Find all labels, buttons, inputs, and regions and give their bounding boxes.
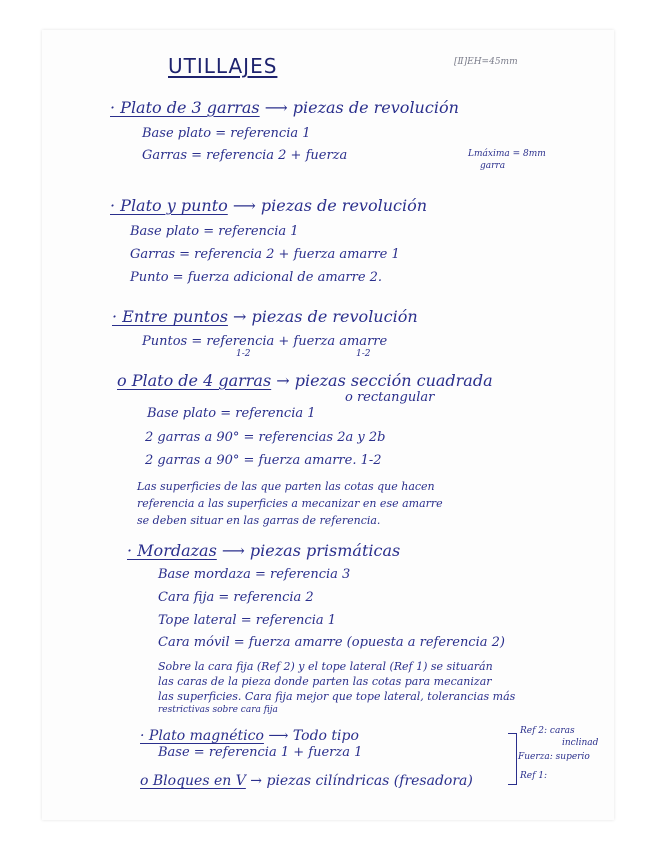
s5-line-3: Tope lateral = referencia 1 (158, 613, 337, 628)
s5-line-4: Cara móvil = fuerza amarre (opuesta a referencia 2) (158, 635, 505, 650)
s5-paragraph-3: las superficies. Cara fija mejor que tope lateral, tolerancias más (158, 690, 516, 703)
s1-arrow: ⟶ piezas de revolución (264, 98, 459, 117)
top-note: [Ⅱ]EH=45mm (454, 57, 518, 67)
s3-line: Puntos = referencia + fuerza amarre (142, 334, 388, 349)
s5-heading: · Mordazas ⟶ piezas prismáticas (127, 541, 401, 560)
s1-side-note-sub: garra (480, 161, 506, 171)
s2-line-1: Base plato = referencia 1 (130, 224, 299, 239)
s4-paragraph-2: referencia a las superficies a mecanizar en ese amarre (137, 497, 443, 510)
s1-line-1: Base plato = referencia 1 (142, 126, 311, 141)
s2-arrow: ⟶ piezas de revolución (232, 196, 428, 215)
s6-heading: · Plato magnético ⟶ Todo tipo (140, 728, 359, 744)
s3-sub-1: 1-2 (236, 349, 251, 359)
s4-arrow: → piezas sección cuadrada (276, 371, 493, 390)
s2-line-2: Garras = referencia 2 + fuerza amarre 1 (130, 247, 400, 262)
s1-side-note: Lmáxima = 8mm (468, 149, 546, 159)
s6-line: Base = referencia 1 + fuerza 1 (158, 745, 363, 760)
s2-line-3: Punto = fuerza adicional de amarre 2. (130, 270, 383, 285)
s4-paragraph-3: se deben situar en las garras de referencia. (137, 514, 381, 527)
s1-heading: · Plato de 3 garras ⟶ piezas de revolución (110, 98, 459, 117)
s7-arrow: → piezas cilíndricas (fresadora) (250, 773, 473, 789)
s7-heading: o Bloques en V → piezas cilíndricas (fresadora) (140, 773, 473, 789)
right-note-4: Ref 1: (520, 771, 548, 781)
s5-arrow: ⟶ piezas prismáticas (221, 541, 401, 560)
page-title: UTILLAJES (168, 54, 278, 78)
s4-line-2: 2 garras a 90° = referencias 2a y 2b (145, 430, 386, 445)
right-note-2: inclinad (562, 738, 599, 748)
s4-arrow-2: o rectangular (345, 390, 435, 405)
s2-heading: · Plato y punto ⟶ piezas de revolución (110, 196, 428, 215)
s5-paragraph-4: restrictivas sobre cara fija (158, 705, 278, 715)
s4-heading: o Plato de 4 garras → piezas sección cuadrada (117, 371, 493, 390)
s5-line-1: Base mordaza = referencia 3 (158, 567, 351, 582)
s3-sub-2: 1-2 (356, 349, 371, 359)
s3-heading: · Entre puntos → piezas de revolución (112, 307, 418, 326)
s3-arrow: → piezas de revolución (233, 307, 418, 326)
s5-paragraph-1: Sobre la cara fija (Ref 2) y el tope lateral (Ref 1) se situarán (158, 660, 493, 673)
right-note-3: Fuerza: superio (518, 752, 590, 762)
right-note-1: Ref 2: caras (520, 726, 575, 736)
s5-paragraph-2: las caras de la pieza donde parten las cotas para mecanizar (158, 675, 492, 688)
s1-line-2: Garras = referencia 2 + fuerza (142, 148, 348, 163)
s4-line-1: Base plato = referencia 1 (147, 406, 316, 421)
s5-line-2: Cara fija = referencia 2 (158, 590, 314, 605)
right-bracket (508, 733, 517, 785)
s4-paragraph-1: Las superficies de las que parten las cotas que hacen (137, 480, 435, 493)
s4-line-3: 2 garras a 90° = fuerza amarre. 1-2 (145, 453, 382, 468)
s6-arrow: ⟶ Todo tipo (268, 728, 359, 744)
